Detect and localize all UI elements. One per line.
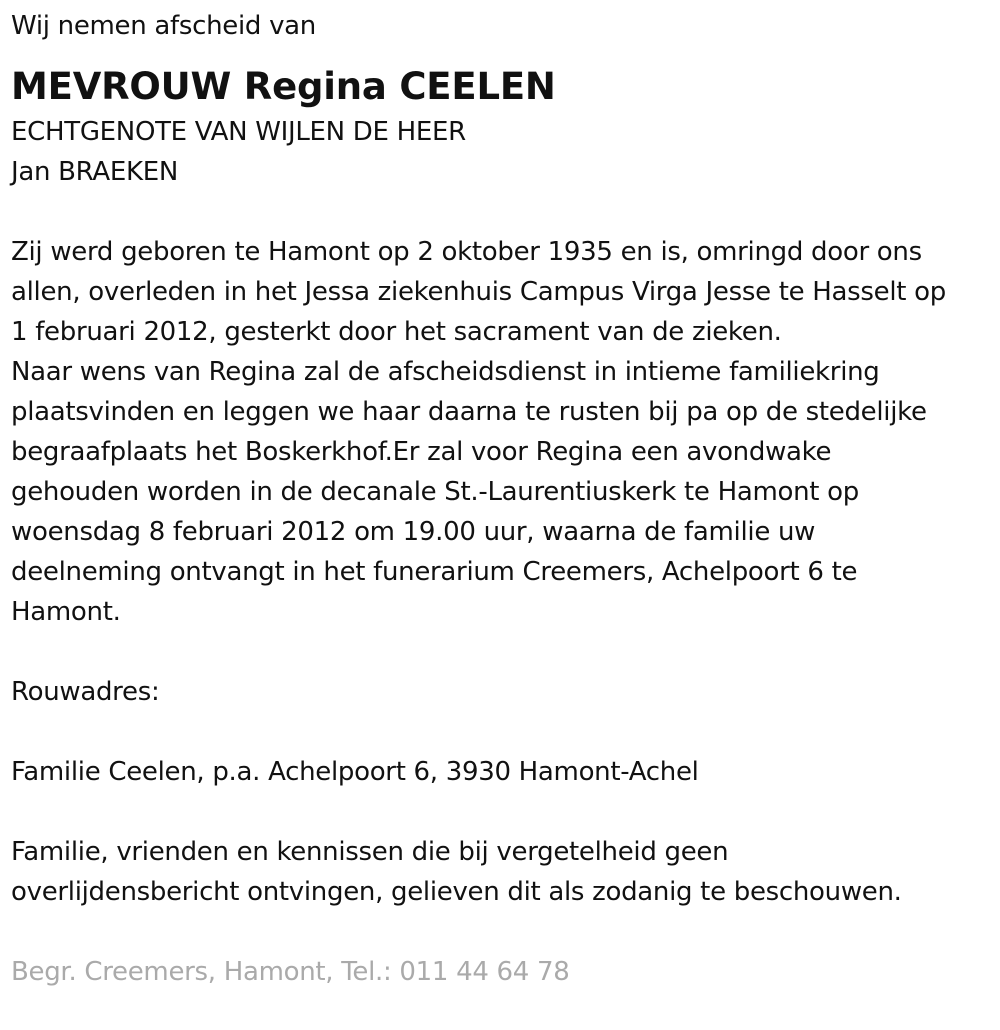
body-line: begraafplaats het Boskerkhof.Er zal voor Regina een avondwake <box>11 437 832 467</box>
body-paragraph <box>11 232 996 632</box>
spouse-name: Jan BRAEKEN <box>11 157 179 187</box>
notice-paragraph <box>11 832 996 912</box>
spacer <box>11 912 996 952</box>
notice-line: overlijdensbericht ontvingen, gelieven dit als zodanig te beschouwen. <box>11 877 902 907</box>
intro-text: Wij nemen afscheid van <box>11 11 316 41</box>
address-value: Familie Ceelen, p.a. Achelpoort 6, 3930 Hamont-Achel <box>11 757 699 787</box>
notice-line: Familie, vrienden en kennissen die bij vergetelheid geen <box>11 837 729 867</box>
body-line: allen, overleden in het Jessa ziekenhuis Campus Virga Jesse te Hasselt op <box>11 277 946 307</box>
body-line: Naar wens van Regina zal de afscheidsdienst in intieme familiekring <box>11 357 880 387</box>
body-line: plaatsvinden en leggen we haar daarna te rusten bij pa op de stedelijke <box>11 397 927 427</box>
spacer <box>11 632 996 672</box>
spacer <box>11 192 996 232</box>
spacer <box>11 712 996 752</box>
deceased-relation: ECHTGENOTE VAN WIJLEN DE HEER <box>11 117 466 147</box>
obituary-notice <box>11 6 996 992</box>
spacer <box>11 46 996 56</box>
body-line: woensdag 8 februari 2012 om 19.00 uur, waarna de familie uw <box>11 517 816 547</box>
funeral-home-footer: Begr. Creemers, Hamont, Tel.: 011 44 64 78 <box>11 957 570 987</box>
spacer <box>11 792 996 832</box>
body-line: deelneming ontvangt in het funerarium Creemers, Achelpoort 6 te <box>11 557 858 587</box>
body-line: 1 februari 2012, gesterkt door het sacrament van de zieken. <box>11 317 782 347</box>
address-label: Rouwadres: <box>11 677 160 707</box>
deceased-name: MEVROUW Regina CEELEN <box>11 65 556 108</box>
body-line: Hamont. <box>11 597 121 627</box>
body-line: Zij werd geboren te Hamont op 2 oktober 1935 en is, omringd door ons <box>11 237 922 267</box>
body-line: gehouden worden in de decanale St.-Laurentiuskerk te Hamont op <box>11 477 859 507</box>
